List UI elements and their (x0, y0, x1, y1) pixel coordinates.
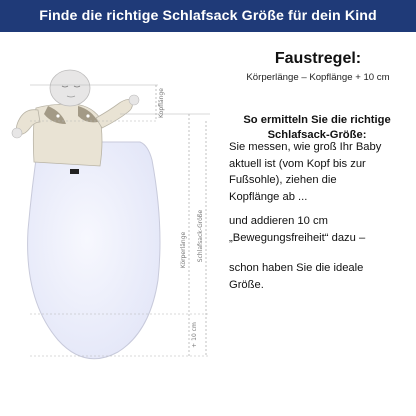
instruction-paragraph-measure (229, 139, 415, 205)
button-right (86, 114, 89, 117)
baby-sleeping-bag-illustration (0, 32, 220, 416)
page-title: Finde die richtige Schlafsack Größe für dein Kind (39, 8, 377, 24)
text-line: Fußsohle), ziehen die (229, 174, 337, 187)
baby-body (33, 104, 102, 166)
rule-formula: Körperlänge – Kopflänge + 10 cm (246, 72, 390, 83)
sleeping-bag (28, 142, 160, 359)
text-line: schon haben Sie die ideale (229, 262, 364, 274)
baby-right-hand (129, 95, 139, 105)
button-left (56, 114, 59, 117)
howto-title-line: So ermitteln Sie die richtige (243, 114, 391, 126)
text-line: Kopflänge ab ... (229, 190, 308, 203)
text-line: Größe. (229, 278, 264, 291)
body-length-label: Körperlänge (180, 231, 187, 269)
instruction-paragraph-add (229, 213, 415, 246)
baby-head (50, 70, 90, 106)
text-line: „Bewegungsfreiheit“ dazu – (229, 231, 366, 244)
text-line: und addieren 10 cm (229, 215, 328, 227)
head-length-label: Kopflänge (158, 88, 165, 118)
sleeping-bag-size-label: Schlafsack-Größe (197, 209, 204, 263)
header-banner (0, 0, 416, 32)
baby-left-hand (12, 128, 22, 138)
text-line: Sie messen, wie groß Ihr Baby (229, 141, 382, 153)
bag-label-tag (70, 169, 79, 174)
instruction-paragraph-result (229, 260, 415, 293)
howto-title-line: Schlafsack-Größe: (267, 129, 367, 142)
text-line: aktuell ist (vom Kopf bis zur (229, 157, 366, 170)
rule-title: Faustregel: (274, 50, 362, 67)
extra-10cm-label: + 10 cm (191, 322, 198, 348)
